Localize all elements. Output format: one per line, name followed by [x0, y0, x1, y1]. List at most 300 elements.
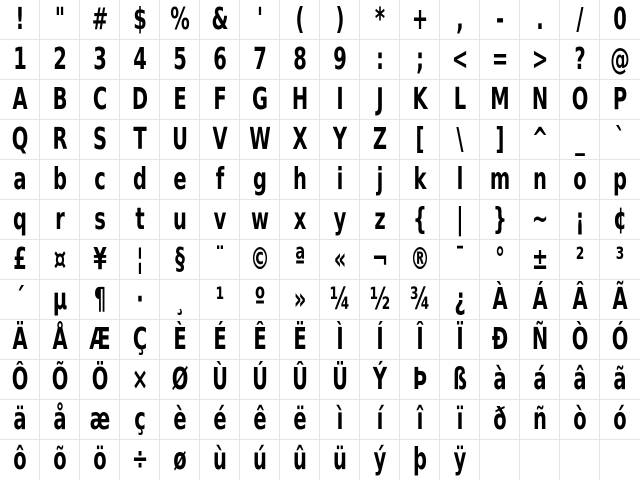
glyph-cell [40, 440, 80, 480]
glyph-cell [600, 80, 640, 120]
glyph: ; [416, 42, 424, 77]
glyph: Y [332, 122, 348, 157]
glyph-cell [40, 80, 80, 120]
glyph: 8 [293, 42, 307, 77]
glyph-cell [520, 240, 560, 280]
glyph-cell [0, 160, 40, 200]
glyph-cell [320, 280, 360, 320]
glyph: < [451, 42, 469, 77]
glyph-cell [480, 200, 520, 240]
glyph-cell [40, 360, 80, 400]
glyph-cell [280, 160, 320, 200]
glyph-cell [280, 320, 320, 360]
glyph: ¯ [455, 242, 465, 277]
glyph-cell [160, 40, 200, 80]
glyph: " [54, 2, 66, 37]
glyph-cell [320, 320, 360, 360]
glyph: § [175, 242, 185, 277]
glyph: 9 [333, 42, 347, 77]
glyph-cell [160, 120, 200, 160]
glyph-cell [360, 280, 400, 320]
glyph-cell [40, 400, 80, 440]
glyph-cell [80, 160, 120, 200]
glyph-cell [440, 440, 480, 480]
glyph: ç [134, 402, 146, 437]
glyph: a [13, 162, 27, 197]
glyph-cell [320, 80, 360, 120]
glyph-cell [320, 200, 360, 240]
glyph: ~ [531, 202, 549, 237]
glyph-cell [440, 280, 480, 320]
glyph: b [53, 162, 67, 197]
glyph: J [376, 82, 384, 117]
glyph-cell [560, 280, 600, 320]
glyph: ¼ [329, 282, 351, 317]
glyph: ¤ [53, 242, 67, 277]
glyph-cell [360, 120, 400, 160]
glyph-cell [600, 240, 640, 280]
glyph: Õ [51, 362, 69, 397]
glyph-cell [160, 400, 200, 440]
glyph: V [212, 122, 228, 157]
glyph: B [52, 82, 68, 117]
glyph: N [531, 82, 549, 117]
glyph: M [490, 82, 510, 117]
glyph: Ì [336, 322, 344, 357]
glyph-cell [360, 80, 400, 120]
glyph: x [293, 202, 307, 237]
glyph: & [211, 2, 229, 37]
glyph: Á [532, 282, 548, 317]
glyph-cell [280, 120, 320, 160]
glyph: S [92, 122, 108, 157]
glyph: Ý [372, 362, 388, 397]
glyph: 1 [13, 42, 27, 77]
glyph: + [411, 2, 429, 37]
glyph: c [94, 162, 106, 197]
glyph: L [453, 82, 467, 117]
glyph: T [133, 122, 147, 157]
glyph-cell [480, 160, 520, 200]
glyph-cell [240, 440, 280, 480]
glyph: À [492, 282, 508, 317]
glyph: } [493, 202, 507, 237]
glyph-cell [280, 40, 320, 80]
glyph: Z [372, 122, 388, 157]
glyph: w [250, 202, 270, 237]
glyph: ë [293, 402, 307, 437]
glyph: [ [415, 122, 425, 157]
glyph-cell [600, 360, 640, 400]
glyph: Í [376, 322, 384, 357]
glyph-cell [80, 240, 120, 280]
glyph-cell [0, 0, 40, 40]
glyph: # [91, 2, 109, 37]
glyph: ÷ [131, 442, 149, 477]
glyph-cell [40, 40, 80, 80]
glyph: ² [575, 242, 585, 277]
glyph: Ö [91, 362, 109, 397]
glyph: Ð [491, 322, 509, 357]
glyph-cell [80, 360, 120, 400]
glyph-cell [160, 320, 200, 360]
glyph-cell [240, 200, 280, 240]
glyph: È [173, 322, 187, 357]
glyph-cell [200, 80, 240, 120]
glyph-cell [0, 240, 40, 280]
glyph-cell [600, 160, 640, 200]
glyph: n [533, 162, 547, 197]
glyph: e [173, 162, 187, 197]
glyph: Î [416, 322, 424, 357]
glyph-cell [360, 160, 400, 200]
glyph: 3 [93, 42, 107, 77]
glyph-cell [0, 320, 40, 360]
glyph-cell [320, 40, 360, 80]
glyph: Û [292, 362, 308, 397]
glyph-cell [120, 120, 160, 160]
glyph: W [249, 122, 271, 157]
glyph-cell [560, 240, 600, 280]
glyph: ª [294, 242, 306, 277]
glyph: z [374, 202, 386, 237]
glyph-cell [480, 320, 520, 360]
glyph: ± [531, 242, 549, 277]
glyph: ¿ [454, 282, 466, 317]
glyph: m [489, 162, 511, 197]
glyph-cell [120, 40, 160, 80]
glyph: * [374, 2, 386, 37]
glyph-cell [160, 80, 200, 120]
glyph-cell [320, 360, 360, 400]
glyph: ã [613, 362, 627, 397]
glyph-cell [440, 200, 480, 240]
glyph: 5 [173, 42, 187, 77]
glyph-cell [440, 320, 480, 360]
glyph-cell [400, 360, 440, 400]
glyph: ? [574, 42, 586, 77]
glyph: « [333, 242, 347, 277]
glyph: o [573, 162, 587, 197]
glyph-cell [440, 400, 480, 440]
glyph: - [495, 2, 505, 37]
glyph-cell [360, 0, 400, 40]
glyph-cell [0, 40, 40, 80]
glyph: Å [52, 322, 68, 357]
glyph-cell [200, 0, 240, 40]
glyph-cell [560, 40, 600, 80]
glyph: s [94, 202, 106, 237]
glyph-cell [80, 0, 120, 40]
glyph: R [52, 122, 68, 157]
glyph: · [136, 282, 144, 317]
glyph: : [376, 42, 384, 77]
glyph-cell [280, 440, 320, 480]
glyph-cell [560, 440, 600, 480]
glyph: ` [615, 122, 625, 157]
glyph: ) [335, 2, 345, 37]
glyph: ô [13, 442, 27, 477]
glyph: r [55, 202, 65, 237]
glyph-cell [520, 440, 560, 480]
glyph: q [13, 202, 27, 237]
glyph-cell [120, 320, 160, 360]
glyph: ´ [15, 282, 25, 317]
glyph: U [172, 122, 188, 157]
glyph: O [571, 82, 589, 117]
glyph-cell [360, 440, 400, 480]
glyph: ° [495, 242, 505, 277]
glyph-cell [520, 360, 560, 400]
glyph-cell [240, 0, 280, 40]
glyph: ! [15, 2, 25, 37]
glyph-cell [160, 240, 200, 280]
glyph: 4 [133, 42, 147, 77]
glyph-cell [200, 40, 240, 80]
glyph: ¡ [575, 202, 585, 237]
glyph-cell [400, 280, 440, 320]
glyph-cell [400, 240, 440, 280]
glyph-cell [520, 160, 560, 200]
glyph: ( [295, 2, 305, 37]
glyph-cell [440, 160, 480, 200]
glyph: ù [213, 442, 227, 477]
glyph: k [413, 162, 427, 197]
glyph: h [293, 162, 307, 197]
glyph-cell [520, 320, 560, 360]
glyph: Ü [332, 362, 348, 397]
glyph: æ [89, 402, 111, 437]
glyph-cell [560, 0, 600, 40]
glyph: ï [456, 402, 464, 437]
glyph: Ã [612, 282, 628, 317]
glyph-cell [240, 320, 280, 360]
glyph: \ [456, 122, 464, 157]
glyph: ' [257, 2, 263, 37]
glyph-cell [240, 360, 280, 400]
glyph-cell [400, 0, 440, 40]
glyph-cell [440, 120, 480, 160]
glyph: { [413, 202, 427, 237]
glyph: £ [13, 242, 27, 277]
glyph: ð [493, 402, 507, 437]
glyph-cell [560, 160, 600, 200]
glyph: = [491, 42, 509, 77]
glyph-cell [600, 120, 640, 160]
glyph-cell [240, 240, 280, 280]
glyph-cell [280, 0, 320, 40]
glyph: ¾ [409, 282, 431, 317]
glyph-cell [320, 160, 360, 200]
glyph-cell [480, 280, 520, 320]
glyph: â [573, 362, 587, 397]
glyph-cell [320, 440, 360, 480]
glyph-cell [80, 200, 120, 240]
glyph: g [253, 162, 267, 197]
glyph: l [456, 162, 464, 197]
glyph: Ú [252, 362, 268, 397]
glyph-cell [240, 280, 280, 320]
glyph: _ [575, 122, 585, 157]
glyph-cell [480, 240, 520, 280]
glyph: Ø [171, 362, 189, 397]
glyph-cell [360, 360, 400, 400]
glyph: ì [336, 402, 344, 437]
glyph-cell [0, 80, 40, 120]
glyph-cell [520, 200, 560, 240]
glyph-cell [0, 200, 40, 240]
glyph: ò [573, 402, 587, 437]
glyph-cell [280, 80, 320, 120]
glyph-cell [440, 360, 480, 400]
glyph: ß [452, 362, 468, 397]
glyph-cell [480, 360, 520, 400]
glyph-cell [360, 320, 400, 360]
glyph-cell [80, 320, 120, 360]
glyph: Ä [12, 322, 28, 357]
glyph: ¦ [136, 242, 144, 277]
glyph-cell [600, 280, 640, 320]
glyph-cell [40, 0, 80, 40]
glyph-cell [80, 80, 120, 120]
glyph-cell [600, 440, 640, 480]
glyph: v [213, 202, 227, 237]
glyph-cell [480, 400, 520, 440]
glyph: @ [610, 42, 630, 77]
glyph-cell [280, 280, 320, 320]
glyph: , [456, 2, 464, 37]
glyph-cell [120, 280, 160, 320]
glyph: ê [253, 402, 267, 437]
glyph-cell [40, 160, 80, 200]
glyph: ä [13, 402, 27, 437]
glyph: C [92, 82, 108, 117]
glyph: u [173, 202, 187, 237]
glyph: è [173, 402, 187, 437]
glyph: ¨ [215, 242, 225, 277]
glyph-cell [240, 40, 280, 80]
glyph-cell [400, 40, 440, 80]
glyph: Â [572, 282, 588, 317]
glyph-cell [600, 200, 640, 240]
glyph: ½ [369, 282, 391, 317]
glyph-cell [400, 120, 440, 160]
glyph: Æ [89, 322, 111, 357]
glyph-cell [40, 120, 80, 160]
glyph-cell [280, 200, 320, 240]
glyph-cell [160, 440, 200, 480]
glyph: Ê [253, 322, 267, 357]
glyph-cell [80, 400, 120, 440]
glyph: j [376, 162, 384, 197]
glyph-cell [120, 160, 160, 200]
glyph-cell [400, 400, 440, 440]
glyph: © [250, 242, 270, 277]
glyph: ^ [531, 122, 549, 157]
glyph: õ [53, 442, 67, 477]
glyph-cell [0, 440, 40, 480]
glyph-cell [600, 40, 640, 80]
glyph-cell [160, 360, 200, 400]
glyph: ] [495, 122, 505, 157]
glyph: y [333, 202, 347, 237]
glyph-cell [120, 240, 160, 280]
glyph: Ï [456, 322, 464, 357]
glyph-cell [160, 0, 200, 40]
glyph-cell [160, 160, 200, 200]
glyph: û [293, 442, 307, 477]
glyph: É [213, 322, 227, 357]
glyph-cell [200, 240, 240, 280]
glyph: ¬ [371, 242, 389, 277]
glyph: ³ [615, 242, 625, 277]
glyph-cell [400, 440, 440, 480]
glyph-cell [520, 80, 560, 120]
glyph: Ò [571, 322, 589, 357]
glyph: × [131, 362, 149, 397]
glyph: D [131, 82, 149, 117]
glyph-cell [120, 400, 160, 440]
glyph-cell [440, 40, 480, 80]
glyph-cell [480, 0, 520, 40]
glyph: á [533, 362, 547, 397]
glyph-cell [40, 240, 80, 280]
glyph: I [336, 82, 344, 117]
glyph: î [416, 402, 424, 437]
glyph-cell [240, 400, 280, 440]
glyph-cell [520, 0, 560, 40]
glyph-cell [200, 200, 240, 240]
glyph-cell [600, 400, 640, 440]
glyph: $ [133, 2, 147, 37]
glyph-cell [320, 400, 360, 440]
glyph-cell [240, 160, 280, 200]
glyph-cell [0, 360, 40, 400]
glyph-cell [280, 240, 320, 280]
glyph: P [612, 82, 628, 117]
glyph: å [53, 402, 67, 437]
glyph: ¥ [93, 242, 107, 277]
glyph-cell [120, 200, 160, 240]
glyph: % [170, 2, 190, 37]
glyph-cell [480, 40, 520, 80]
glyph-cell [600, 320, 640, 360]
glyph-cell [360, 40, 400, 80]
glyph: d [133, 162, 147, 197]
glyph: K [412, 82, 428, 117]
glyph: þ [413, 442, 427, 477]
glyph: | [456, 202, 464, 237]
glyph-cell [200, 440, 240, 480]
glyph-cell [480, 80, 520, 120]
glyph: Ó [611, 322, 629, 357]
glyph-cell [560, 360, 600, 400]
glyph-cell [280, 360, 320, 400]
glyph-cell [160, 200, 200, 240]
glyph-cell [400, 160, 440, 200]
glyph-cell [400, 320, 440, 360]
glyph: E [173, 82, 187, 117]
glyph: 7 [253, 42, 267, 77]
glyph: ý [373, 442, 387, 477]
glyph: G [251, 82, 269, 117]
glyph: é [213, 402, 227, 437]
glyph-cell [360, 240, 400, 280]
glyph-cell [560, 80, 600, 120]
glyph-cell [400, 200, 440, 240]
glyph-cell [160, 280, 200, 320]
glyph-cell [440, 240, 480, 280]
